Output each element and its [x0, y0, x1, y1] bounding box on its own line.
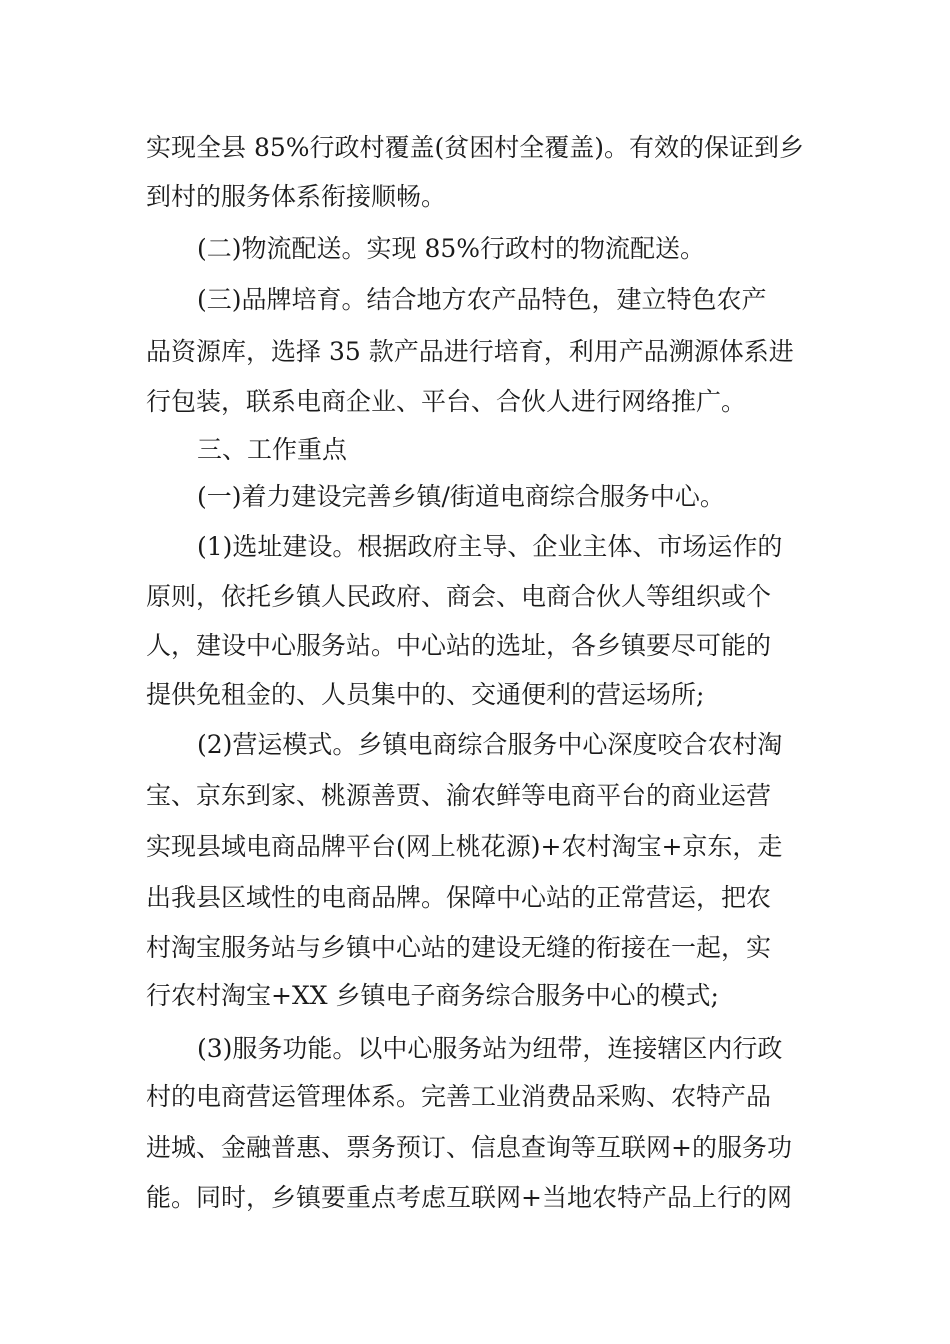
text-line: 行农村淘宝+XX 乡镇电子商务综合服务中心的模式; — [146, 981, 719, 1010]
text-line: 村的电商营运管理体系。完善工业消费品采购、农特产品 — [146, 1082, 772, 1111]
text-line: (一)着力建设完善乡镇/街道电商综合服务中心。 — [197, 482, 725, 511]
text-line: 原则，依托乡镇人民政府、商会、电商合伙人等组织或个 — [146, 582, 772, 611]
text-line: 宝、京东到家、桃源善贾、渝农鲜等电商平台的商业运营 — [146, 781, 772, 810]
text-line: 提供免租金的、人员集中的、交通便利的营运场所; — [146, 680, 705, 709]
text-line: 人，建设中心服务站。中心站的选址，各乡镇要尽可能的 — [146, 631, 772, 660]
text-line: 实现全县 85%行政村覆盖(贫困村全覆盖)。有效的保证到乡 — [146, 133, 805, 162]
text-line: (2)营运模式。乡镇电商综合服务中心深度咬合农村淘 — [197, 730, 783, 759]
text-line: 进城、金融普惠、票务预订、信息查询等互联网+的服务功 — [146, 1133, 792, 1162]
text-line: 行包装，联系电商企业、平台、合伙人进行网络推广。 — [146, 387, 747, 416]
text-line: 出我县区域性的电商品牌。保障中心站的正常营运，把农 — [146, 883, 772, 912]
text-line: 到村的服务体系衔接顺畅。 — [146, 182, 447, 211]
text-line: 实现县域电商品牌平台(网上桃花源)+农村淘宝+京东，走 — [146, 832, 783, 861]
text-line: 村淘宝服务站与乡镇中心站的建设无缝的衔接在一起，实 — [146, 933, 772, 962]
text-line: (三)品牌培育。结合地方农产品特色，建立特色农产 — [197, 285, 767, 314]
text-line: (3)服务功能。以中心服务站为纽带，连接辖区内行政 — [197, 1034, 783, 1063]
text-line: (1)选址建设。根据政府主导、企业主体、市场运作的 — [197, 532, 783, 561]
text-line: 能。同时，乡镇要重点考虑互联网+当地农特产品上行的网 — [146, 1183, 792, 1212]
text-line: 品资源库，选择 35 款产品进行培育，利用产品溯源体系进 — [146, 337, 794, 366]
section-heading: 三、工作重点 — [197, 435, 348, 464]
text-line: (二)物流配送。实现 85%行政村的物流配送。 — [197, 234, 706, 263]
